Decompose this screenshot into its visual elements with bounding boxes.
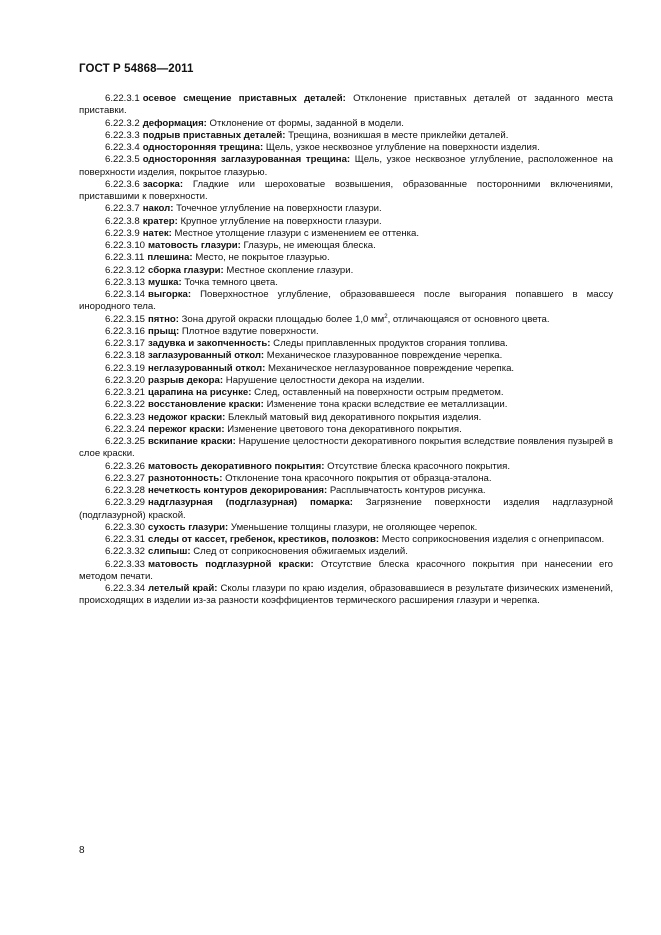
term-definition: Изменение цветового тона декоративного покрытия. [227,423,462,435]
term-definition: Блеклый матовый вид декоративного покрытия изделия. [227,411,482,423]
term-number: 6.22.3.31 [105,534,146,545]
term-entry [79,277,613,289]
term-entry [79,326,613,338]
term-entry [79,583,613,608]
term-definition: Трещина, возникшая в месте приклейки деталей. [288,129,509,141]
term-name: матовость глазури: [148,240,241,251]
term-definition: Поверхностное углубление, образовавшееся после выгорания попавшего в массу инородного тела. [79,289,613,313]
document-code-header: ГОСТ Р 54868—2011 [79,63,194,75]
term-entry [79,252,613,264]
term-definition: Расплывчатость контуров рисунка. [329,485,486,496]
term-definition: Местное скопление глазури. [226,264,354,276]
term-entry [79,228,613,240]
term-number: 6.22.3.7 [105,203,140,215]
term-number: 6.22.3.9 [105,227,140,239]
terms-list [79,93,613,608]
term-name: осевое смещение приставных деталей: [142,93,346,104]
term-name: слипыш: [148,546,191,558]
term-definition: Отсутствие блеска красочного покрытия. [327,460,511,472]
term-entry [79,265,613,277]
term-definition-continued: , отличающаяся от основного цвета. [387,313,550,325]
term-name: плешина: [147,252,193,264]
term-name: разрыв декора: [148,374,224,386]
term-number: 6.22.3.28 [105,485,146,496]
term-entry [79,399,613,411]
term-entry [79,338,613,350]
term-number: 6.22.3.8 [105,215,140,227]
term-name: натек: [142,227,172,239]
term-number: 6.22.3.34 [105,583,146,594]
term-name: летелый край: [148,583,218,594]
term-number: 6.22.3.24 [105,423,146,435]
term-number: 6.22.3.23 [105,411,146,423]
term-number: 6.22.3.12 [105,264,146,276]
term-number: 6.22.3.1 [105,93,140,104]
term-name: накол: [142,203,174,215]
term-name: пережог краски: [148,423,225,435]
term-number: 6.22.3.15 [105,313,146,325]
term-name: матовость подглазурной краски: [148,558,314,570]
term-name: деформация: [142,117,207,129]
term-number: 6.22.3.4 [105,142,140,153]
term-entry [79,424,613,436]
term-entry [79,412,613,424]
term-entry [79,289,613,314]
term-definition: Гладкие или шероховатые возвышения, образованные посторонними включениями, приставшими к поверхности. [79,178,613,202]
term-definition: Механическое неглазурованное повреждение черепка. [267,362,515,374]
term-entry [79,203,613,215]
term-name: матовость декоративного покрытия: [148,460,325,472]
term-name: односторонняя трещина: [142,142,264,153]
term-entry [79,436,613,461]
term-number: 6.22.3.27 [105,472,146,484]
term-entry [79,314,613,326]
term-name: односторонняя заглазурованная трещина: [142,154,351,166]
term-number: 6.22.3.22 [105,399,146,411]
term-entry [79,559,613,584]
term-name: восстановление краски: [148,399,264,411]
term-entry [79,497,613,522]
term-definition: Щель, узкое несквозное углубление на поверхности изделия. [265,142,540,153]
page-number: 8 [79,845,85,856]
term-entry [79,350,613,362]
term-definition: Изменение тона краски вследствие ее металлизации. [266,399,508,411]
term-definition: След от соприкосновения обжигаемых изделий. [193,546,408,558]
term-definition: Сколы глазури по краю изделия, образовавшиеся в результате физических изменений, происходящих в изделии из-за разности коэффициентов термического расширения глазури и черепка. [79,583,613,607]
term-definition: Место, не покрытое глазурью. [195,252,330,264]
term-definition: Зона другой окраски площадью более 1,0 мм [181,313,385,325]
term-entry [79,142,613,154]
term-definition: Крупное углубление на поверхности глазури. [180,215,382,227]
term-definition: Плотное вздутие поверхности. [181,325,319,337]
term-number: 6.22.3.5 [105,154,140,166]
term-entry [79,387,613,399]
term-definition: Механическое глазурованное повреждение черепка. [266,350,503,362]
term-definition: Уменьшение толщины глазури, не оголяющее черепок. [230,521,478,533]
term-name: кратер: [142,215,178,227]
term-number: 6.22.3.18 [105,350,146,362]
term-definition: Отклонение тона красочного покрытия от образца-эталона. [225,472,492,484]
term-name: мушка: [148,276,182,288]
term-number: 6.22.3.19 [105,362,146,374]
term-name: вскипание краски: [148,436,236,447]
term-definition: Глазурь, не имеющая блеска. [243,240,376,251]
term-number: 6.22.3.3 [105,129,140,141]
term-number: 6.22.3.10 [105,240,146,251]
term-entry [79,485,613,497]
term-number: 6.22.3.21 [105,387,146,398]
term-name: недожог краски: [148,411,226,423]
superscript: 2 [384,313,388,320]
term-name: выгорка: [148,289,192,300]
term-name: задувка и закопченность: [148,338,271,349]
term-entry [79,118,613,130]
term-number: 6.22.3.6 [105,178,140,190]
term-number: 6.22.3.25 [105,436,146,447]
term-number: 6.22.3.11 [105,252,145,264]
term-name: засорка: [142,178,184,190]
term-entry [79,546,613,558]
term-entry [79,154,613,179]
term-name: царапина на рисунке: [148,387,252,398]
term-name: подрыв приставных деталей: [142,129,286,141]
term-number: 6.22.3.29 [105,497,146,509]
term-entry [79,240,613,252]
term-name: следы от кассет, гребенок, крестиков, полозков: [148,534,380,545]
term-number: 6.22.3.26 [105,460,146,472]
term-definition: Следы приплавленных продуктов сгорания топлива. [273,338,508,349]
term-number: 6.22.3.30 [105,521,146,533]
term-entry [79,216,613,228]
term-entry [79,522,613,534]
term-definition: Нарушение целостности декоративного покрытия вследствие появления пузырей в слое краски. [79,436,613,460]
term-definition: Точка темного цвета. [184,276,278,288]
term-number: 6.22.3.2 [105,117,140,129]
term-number: 6.22.3.20 [105,374,146,386]
term-definition: Отклонение от формы, заданной в модели. [209,117,404,129]
term-entry [79,130,613,142]
term-name: разнотонность: [148,472,223,484]
term-definition: Щель, узкое несквозное углубление, расположенное на поверхности изделия, покрытое глазурью. [79,154,613,178]
term-name: сухость глазури: [148,521,229,533]
term-entry [79,93,613,118]
term-name: неглазурованный откол: [148,362,266,374]
term-name: нечеткость контуров декорирования: [148,485,328,496]
term-number: 6.22.3.32 [105,546,146,558]
term-definition: Отклонение приставных деталей от заданного места приставки. [79,93,614,117]
term-definition: Нарушение целостности декора на изделии. [225,374,425,386]
term-name: пятно: [148,313,179,325]
term-definition: След, оставленный на поверхности острым предметом. [254,387,504,398]
term-entry [79,179,613,204]
term-definition: Местное утолщение глазури с изменением ее оттенка. [174,227,420,239]
term-name: сборка глазури: [148,264,224,276]
term-definition: Точечное углубление на поверхности глазури. [176,203,382,215]
term-definition: Отсутствие блеска красочного покрытия при нанесении его методом печати. [79,558,613,582]
term-number: 6.22.3.16 [105,325,146,337]
term-entry [79,473,613,485]
term-definition: Место соприкосновения изделия с огнеприпасом. [381,534,605,545]
term-entry [79,363,613,375]
term-entry [79,375,613,387]
term-definition: Загрязнение поверхности изделия надглазурной (подглазурной) краской. [79,497,613,521]
term-name: прыщ: [148,325,180,337]
term-entry [79,534,613,546]
term-number: 6.22.3.14 [105,289,146,300]
term-name: заглазурованный откол: [148,350,265,362]
term-entry [79,461,613,473]
term-number: 6.22.3.33 [105,558,146,570]
term-name: надглазурная (подглазурная) помарка: [148,497,353,509]
term-number: 6.22.3.17 [105,338,146,349]
term-number: 6.22.3.13 [105,276,146,288]
